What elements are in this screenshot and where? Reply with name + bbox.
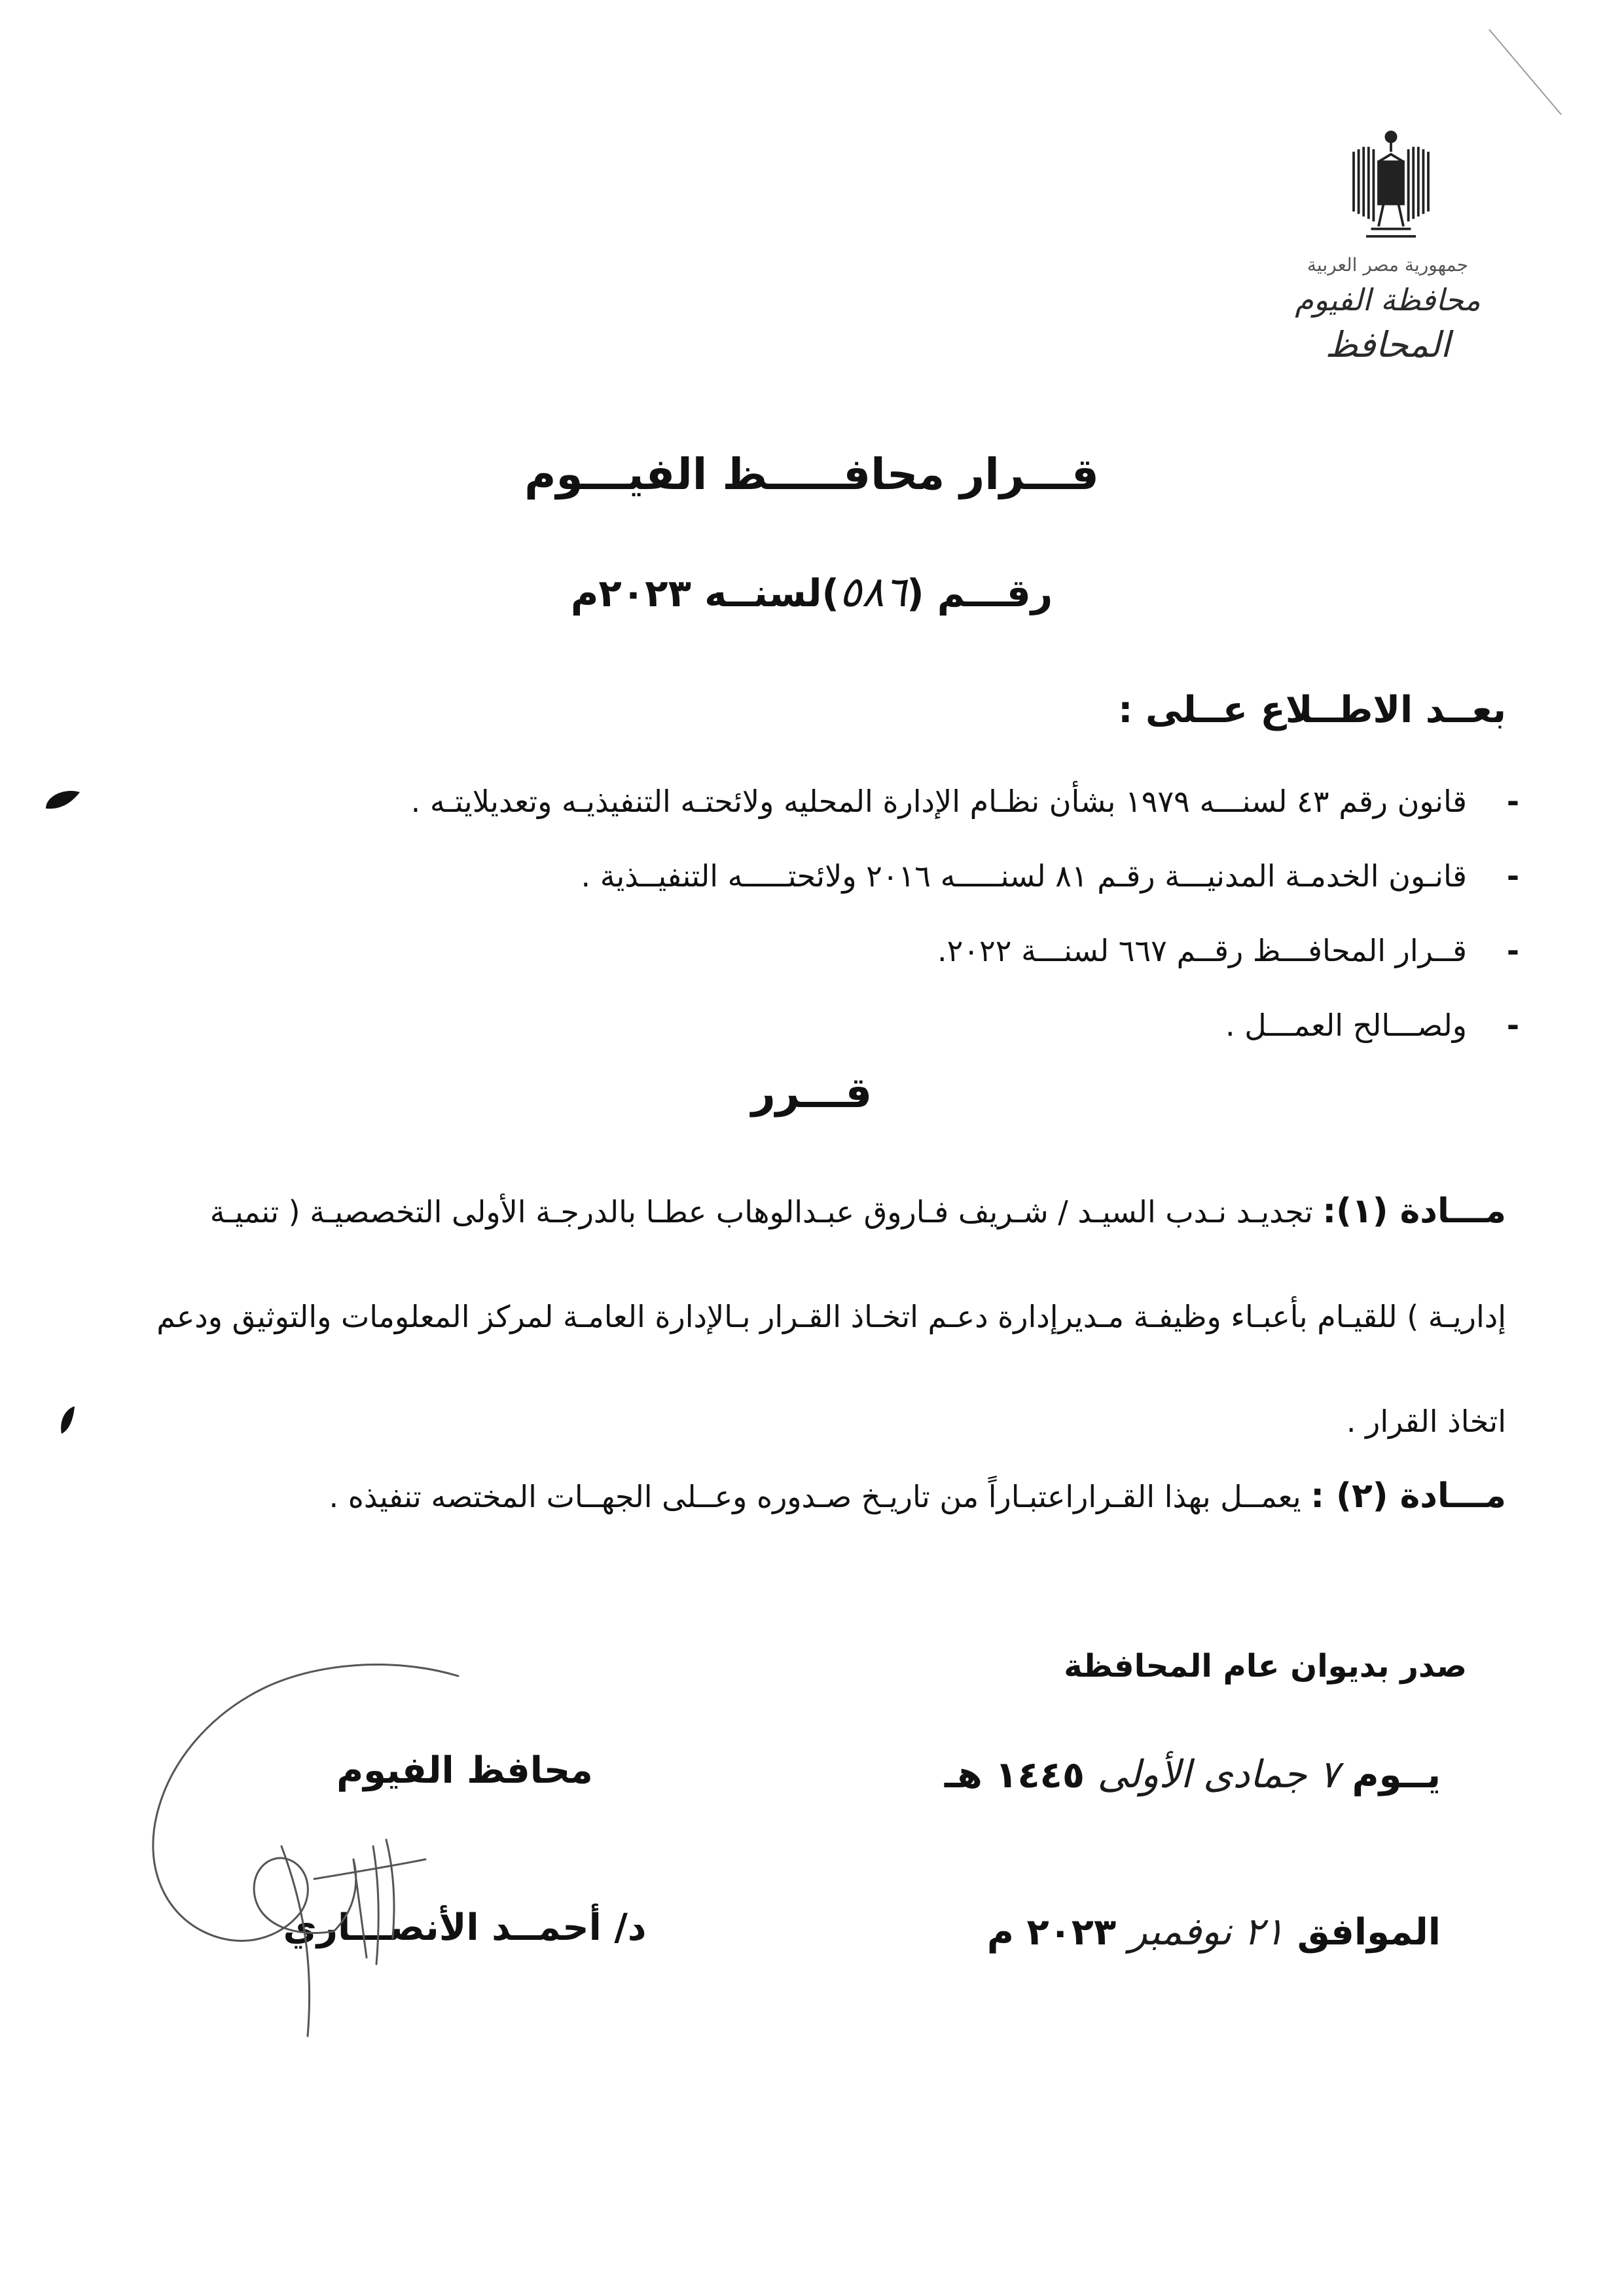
list-item-text: قانون رقم ٤٣ لسنـــه ١٩٧٩ بشأن نظـام الإدارة المحليه ولائحتـه التنفيذيـه وتعديلايتـه . — [410, 784, 1467, 819]
list-item-text: ولصـــالح العمـــل . — [1225, 1008, 1467, 1043]
preamble-list — [177, 782, 1519, 1081]
gregorian-date-handwritten: ٢١ نوفمبر — [1128, 1909, 1285, 1954]
letterhead-office: المحافظ — [1325, 324, 1451, 365]
hijri-date-prefix: يــوم — [1352, 1754, 1441, 1796]
article-1 — [145, 1159, 1506, 1474]
decree-number — [393, 563, 1231, 623]
letterhead-country: جمهورية مصر العربية — [1307, 254, 1469, 276]
list-item — [177, 857, 1519, 932]
bullet-dash: - — [1506, 784, 1519, 819]
scan-mark — [1486, 26, 1564, 118]
gregorian-date — [987, 1902, 1441, 1962]
governor-title: محافظ الفيوم — [336, 1749, 593, 1792]
decree-number-handwritten: ٥٨٦ — [839, 568, 907, 617]
article-text: تجديـد نـدب السيـد / شـريف فـاروق عبـدالوهاب عطـا بالدرجـة الأولى التخصصيـة ( تنميـة إداريـة ) للقيـام بأعبـاء وظيفـة مـديرإدارة دعـم اتخـاذ القـرار بـالإدارة العامـة لمركز المعلومات والتوثيق ودعم اتخاذ القرار . — [156, 1194, 1506, 1439]
article-2 — [145, 1467, 1506, 1526]
hijri-date-year: ١٤٤٥ هـ — [944, 1754, 1085, 1796]
article-label: مـــادة (٢) : — [1310, 1476, 1506, 1516]
hijri-date-handwritten: ٧ جمادى الأولى — [1097, 1752, 1340, 1796]
bullet-dash: - — [1506, 933, 1519, 968]
article-text: يعمــل بهذا القـراراعتبـاراً من تاريـخ صـدوره وعــلى الجهــات المختصه تنفيذه . — [329, 1479, 1301, 1514]
letterhead-governorate: محافظة الفيوم — [1295, 282, 1481, 318]
punch-hole-mark — [54, 1401, 80, 1440]
decree-title: قـــرار محافـــــظ الفيـــوم — [524, 449, 1099, 500]
decision-heading: قـــرر — [751, 1069, 873, 1118]
list-item-text: قــرار المحافـــظ رقــم ٦٦٧ لسنـــة ٢٠٢٢. — [937, 933, 1467, 968]
punch-hole-mark — [39, 782, 85, 822]
issued-line: صدر بديوان عام المحافظة — [1064, 1648, 1467, 1685]
list-item-text: قانـون الخدمـة المدنيـــة رقـم ٨١ لسنـــــه ٢٠١٦ ولائحتـــــه التنفيــذية . — [581, 858, 1467, 894]
bullet-dash: - — [1506, 1008, 1519, 1043]
list-item — [177, 932, 1519, 1006]
letterhead — [1283, 252, 1492, 369]
handwritten-signature — [118, 1650, 524, 2056]
decree-number-prefix: رقـــم ( — [907, 571, 1053, 615]
eagle-emblem-icon — [1329, 124, 1453, 249]
article-label: مـــادة (١): — [1322, 1192, 1506, 1231]
decree-number-suffix: )لسنــه ٢٠٢٣م — [570, 571, 839, 615]
governor-name: د/ أحمــد الأنصـــاري — [283, 1906, 647, 1949]
gregorian-date-year: ٢٠٢٣ م — [986, 1911, 1117, 1954]
hijri-date — [945, 1745, 1441, 1805]
bullet-dash: - — [1506, 858, 1519, 894]
list-item — [177, 782, 1519, 857]
gregorian-date-prefix: الموافق — [1297, 1911, 1441, 1954]
preamble-label: بعــد الاطــلاع عــلى : — [1118, 689, 1506, 731]
